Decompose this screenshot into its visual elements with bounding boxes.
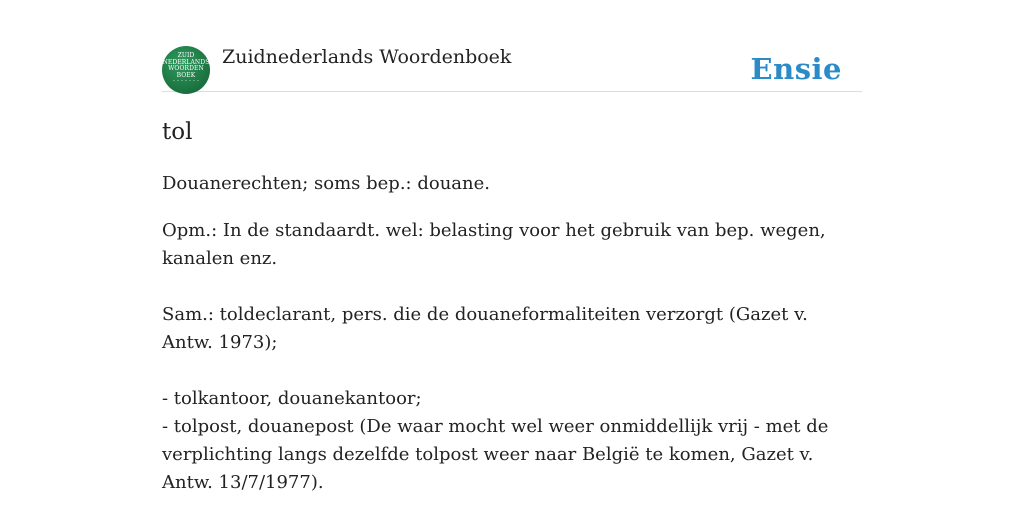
logo-line: WOORDEN [168, 65, 204, 72]
logo-line: NEDERLANDS [162, 58, 210, 66]
dictionary-logo-icon[interactable] [162, 46, 210, 94]
spacer [162, 273, 862, 301]
spacer [162, 357, 862, 385]
logo-text [162, 53, 210, 86]
list-item: - tolkantoor, douanekantoor; [162, 388, 422, 409]
spacer [162, 198, 862, 217]
list-item: - tolpost, douanepost (De waar mocht wel weer onmiddellijk vrij - met de verplichting langs dezelfde tolpost weer naar België te komen, Gazet v. Antw. 13/7/1977). [162, 416, 829, 493]
entry-title: tol [162, 119, 193, 145]
opm-text: Opm.: In de standaardt. wel: belasting voor het gebruik van bep. wegen, kanalen enz. [162, 220, 826, 269]
logo-line: ZUID [177, 52, 195, 59]
sam-text: Sam.: toldeclarant, pers. die de douaneformaliteiten verzorgt (Gazet v. Antw. 1973); [162, 304, 808, 353]
header [162, 40, 862, 92]
page [162, 40, 862, 497]
logo-line: BOEK [176, 71, 196, 79]
logo-line: · · · · · · · [172, 78, 200, 85]
dictionary-name-link[interactable]: Zuidnederlands Woordenboek [222, 46, 512, 68]
definition-text: Douanerechten; soms bep.: douane. [162, 173, 490, 194]
ensie-brand-link[interactable]: Ensie [750, 52, 842, 86]
entry-content [162, 170, 862, 497]
